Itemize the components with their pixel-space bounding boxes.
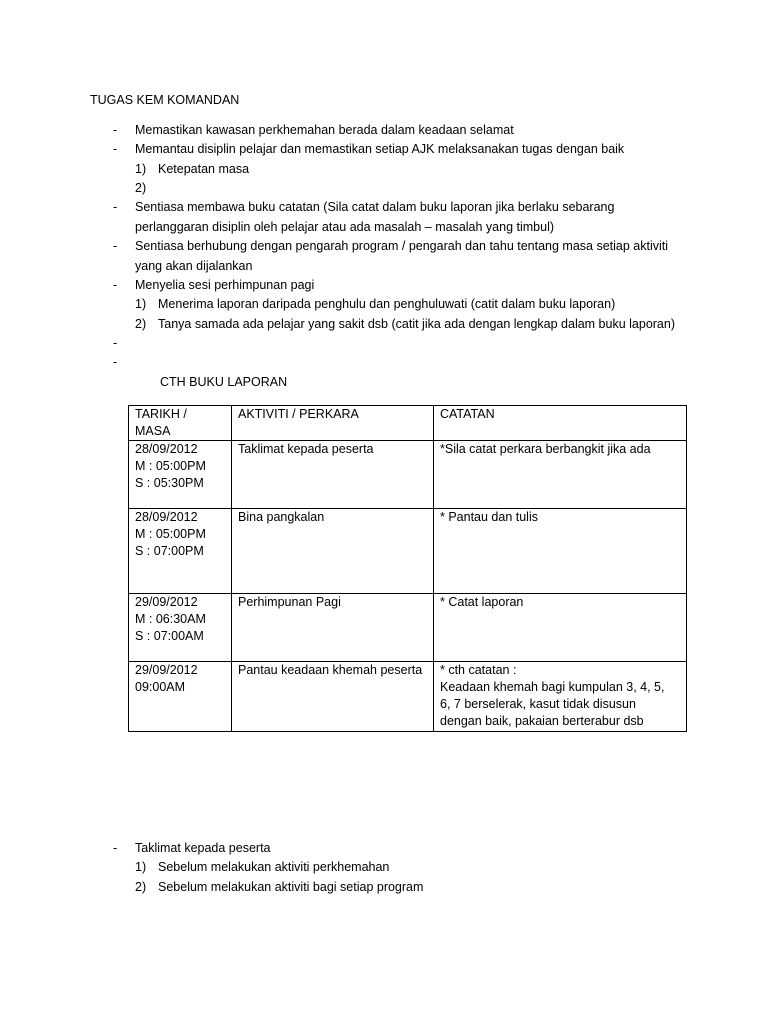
- time-line: 09:00AM: [135, 680, 186, 694]
- table-row: [129, 509, 687, 594]
- bullet-dash: -: [113, 355, 118, 369]
- sub-item-text: Sebelum melakukan aktiviti bagi setiap program: [158, 880, 424, 894]
- note-cell: [434, 509, 687, 594]
- start-time-line: M : 06:30AM: [135, 612, 206, 626]
- bullet-dash: -: [113, 278, 118, 292]
- table-row: [129, 594, 687, 662]
- date-line: 28/09/2012: [135, 510, 198, 524]
- note-line: * Pantau dan tulis: [440, 510, 538, 524]
- start-time-line: M : 05:00PM: [135, 527, 206, 541]
- date-cell: [129, 594, 232, 662]
- sub-item-number: 1): [135, 162, 147, 176]
- sub-item-number: 1): [135, 860, 147, 874]
- activity-cell: Pantau keadaan khemah peserta: [232, 662, 434, 732]
- table-row: [129, 662, 687, 732]
- bullet-dash: -: [113, 239, 118, 253]
- sub-item-number: 2): [135, 880, 147, 894]
- page-title: TUGAS KEM KOMANDAN: [90, 93, 240, 107]
- note-line: * Catat laporan: [440, 595, 524, 609]
- activity-cell: Taklimat kepada peserta: [232, 441, 434, 509]
- note-cell: [434, 662, 687, 732]
- activity-cell: Bina pangkalan: [232, 509, 434, 594]
- table-header-row: [129, 406, 687, 441]
- bullet-text: Menyelia sesi perhimpunan pagi: [135, 278, 315, 292]
- bullet-text: Taklimat kepada peserta: [135, 841, 271, 855]
- column-header-note: CATATAN: [434, 406, 687, 441]
- sub-item-text: Sebelum melakukan aktiviti perkhemahan: [158, 860, 390, 874]
- note-line: *Sila catat perkara berbangkit jika ada: [440, 442, 651, 456]
- note-cell: [434, 594, 687, 662]
- end-time-line: S : 05:30PM: [135, 476, 204, 490]
- bullet-continuation: yang akan dijalankan: [135, 259, 253, 273]
- note-cell: [434, 441, 687, 509]
- note-line: * cth catatan :: [440, 663, 517, 677]
- date-line: 28/09/2012: [135, 442, 198, 456]
- bullet-text: Sentiasa membawa buku catatan (Sila catat dalam buku laporan jika berlaku sebarang: [135, 200, 615, 214]
- date-line: 29/09/2012: [135, 663, 198, 677]
- note-line: 6, 7 berselerak, kasut tidak disusun: [440, 697, 636, 711]
- table-row: [129, 441, 687, 509]
- start-time-line: M : 05:00PM: [135, 459, 206, 473]
- bullet-dash: -: [113, 142, 118, 156]
- bullet-dash: -: [113, 200, 118, 214]
- column-header-date: TARIKH / MASA: [129, 406, 232, 441]
- report-table: [128, 405, 687, 732]
- bullet-continuation: perlanggaran disiplin oleh pelajar atau ada masalah – masalah yang timbul): [135, 220, 555, 234]
- bullet-text: Memantau disiplin pelajar dan memastikan setiap AJK melaksanakan tugas dengan baik: [135, 142, 625, 156]
- bullet-text: Sentiasa berhubung dengan pengarah program / pengarah dan tahu tentang masa setiap aktiviti: [135, 239, 669, 253]
- table-caption: CTH BUKU LAPORAN: [160, 375, 288, 389]
- column-header-activity: AKTIVITI / PERKARA: [232, 406, 434, 441]
- note-line: dengan baik, pakaian berterabur dsb: [440, 714, 644, 728]
- date-line: 29/09/2012: [135, 595, 198, 609]
- bullet-dash: -: [113, 123, 118, 137]
- bullet-text: Memastikan kawasan perkhemahan berada dalam keadaan selamat: [135, 123, 514, 137]
- end-time-line: S : 07:00PM: [135, 544, 204, 558]
- sub-item-text: Tanya samada ada pelajar yang sakit dsb (catit jika ada dengan lengkap dalam buku laporan): [158, 317, 675, 331]
- date-cell: [129, 662, 232, 732]
- activity-cell: Perhimpunan Pagi: [232, 594, 434, 662]
- sub-item-number: 1): [135, 297, 147, 311]
- sub-item-number: 2): [135, 317, 147, 331]
- sub-item-number: 2): [135, 181, 147, 195]
- bullet-dash: -: [113, 841, 118, 855]
- bullet-dash: -: [113, 336, 118, 350]
- date-cell: [129, 441, 232, 509]
- sub-item-text: Ketepatan masa: [158, 162, 250, 176]
- end-time-line: S : 07:00AM: [135, 629, 204, 643]
- sub-item-text: Menerima laporan daripada penghulu dan penghuluwati (catit dalam buku laporan): [158, 297, 616, 311]
- date-cell: [129, 509, 232, 594]
- note-line: Keadaan khemah bagi kumpulan 3, 4, 5,: [440, 680, 665, 694]
